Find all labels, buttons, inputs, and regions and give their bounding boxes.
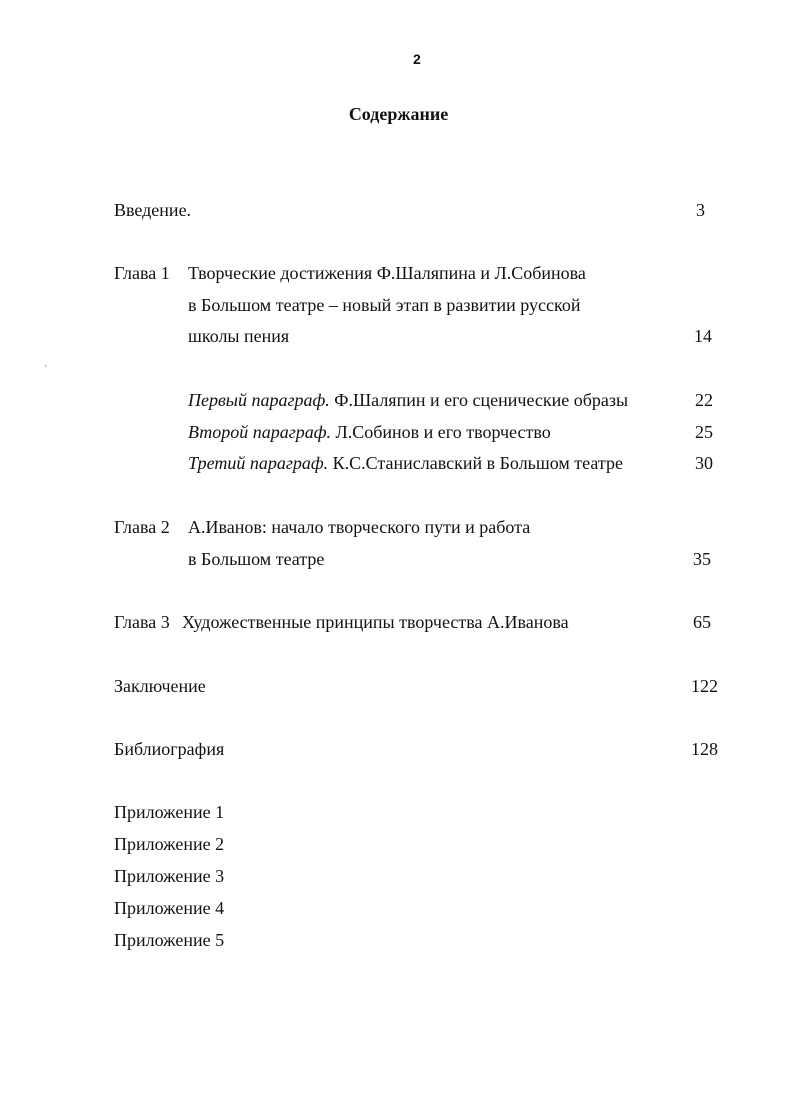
toc-bibliography-page: 128	[691, 739, 718, 759]
toc-section-1-page: 22	[695, 390, 713, 410]
section-3-title: К.С.Станиславский в Большом театре	[332, 453, 623, 473]
section-2-label: Второй параграф.	[188, 422, 332, 442]
toc-appendix-4: Приложение 4	[114, 898, 225, 918]
toc-section-1	[188, 389, 628, 411]
toc-ch2-label: Глава 2	[114, 517, 170, 537]
toc-ch3-page: 65	[693, 612, 711, 632]
toc-ch3-title: Художественные принципы творчества А.Иванова	[182, 612, 569, 632]
toc-section-3-page: 30	[695, 453, 713, 473]
toc-ch2-title-line1: А.Иванов: начало творческого пути и работа	[188, 517, 531, 537]
toc-section-3	[188, 452, 623, 474]
toc-ch1-title-line2: в Большом театре – новый этап в развитии русской	[188, 295, 581, 315]
toc-intro-page: 3	[696, 200, 705, 220]
toc-section-2	[188, 421, 551, 443]
toc-intro-label: Введение.	[114, 200, 192, 220]
section-1-title: Ф.Шаляпин и его сценические образы	[334, 390, 629, 410]
toc-ch1-page: 14	[694, 326, 712, 346]
toc-appendix-5: Приложение 5	[114, 930, 225, 950]
toc-section-2-page: 25	[695, 422, 713, 442]
toc-bibliography-label: Библиография	[114, 739, 225, 759]
toc-appendix-1: Приложение 1	[114, 802, 225, 822]
toc-appendix-2: Приложение 2	[114, 834, 225, 854]
toc-conclusion-page: 122	[691, 676, 718, 696]
page-number: 2	[413, 51, 421, 67]
toc-ch3-label: Глава 3	[114, 612, 170, 632]
section-3-label: Третий параграф.	[188, 453, 329, 473]
toc-ch1-label: Глава 1	[114, 263, 170, 283]
toc-ch1-title-line1: Творческие достижения Ф.Шаляпина и Л.Собинова	[188, 263, 586, 283]
toc-appendix-3: Приложение 3	[114, 866, 225, 886]
toc-ch1-title-line3: школы пения	[188, 326, 290, 346]
toc-ch2-page: 35	[693, 549, 711, 569]
toc-ch2-title-line2: в Большом театре	[188, 549, 325, 569]
section-1-label: Первый параграф.	[188, 390, 330, 410]
section-2-title: Л.Собинов и его творчество	[335, 422, 551, 442]
page-title: Содержание	[348, 104, 449, 124]
scan-speck: ‚	[44, 358, 48, 369]
toc-conclusion-label: Заключение	[114, 676, 206, 696]
